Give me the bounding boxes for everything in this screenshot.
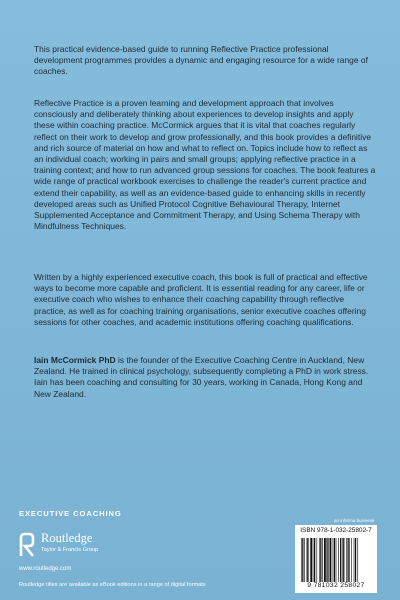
publisher-name: Routledge bbox=[41, 531, 93, 545]
author-bio bbox=[34, 355, 376, 400]
description-paragraph-1 bbox=[34, 44, 376, 78]
paragraph-text: This practical evidence-based guide to running Reflective Practice professional development programmes provides a dynamic and engaging resource for a wide range of coaches. bbox=[34, 44, 368, 77]
barcode-box bbox=[295, 525, 377, 593]
paragraph-text: Reflective Practice is a proven learning and development approach that involves consciously and deliberately thinking about experiences to develop insights and apply these within coaching practice. McCormick argues that it is vital that coaches regularly reflect on their work to develop and grow professionally, and this book provides a definitive and rich source of material on how and what to reflect on. Topics include how to reflect as an individual coach; working in pairs and small groups; applying reflective practice in a training context; and how to run advanced group sessions for coaches. The book features a wide range of practical workbook exercises to challenge the reader's current practice and extend their capability, as well as an evidence-based guide to enhancing skills in recently developed areas such as Unified Protocol Cognitive Behavioural Therapy, Internet Supplemented Acceptance and Commitment Therapy, and Using Schema Therapy with Mindfulness Techniques. bbox=[34, 98, 376, 232]
series-label: EXECUTIVE COACHING bbox=[19, 509, 122, 518]
publisher-subtitle: Taylor & Francis Group bbox=[41, 547, 99, 553]
publisher-url: www.routledge.com bbox=[19, 566, 72, 572]
barcode-digits: 9 781032 258027 bbox=[307, 582, 365, 589]
informa-note: an informa business bbox=[334, 518, 375, 523]
description-paragraph-3 bbox=[34, 272, 376, 328]
isbn-label: ISBN 978-1-032-25802-7 bbox=[300, 527, 372, 534]
barcode-icon bbox=[301, 538, 373, 582]
ebook-note: Routledge titles are available as eBook editions in a range of digital formats bbox=[19, 582, 206, 588]
publisher-logo bbox=[19, 528, 179, 568]
author-name: Iain McCormick PhD bbox=[34, 355, 116, 365]
description-paragraph-2 bbox=[34, 98, 376, 232]
paragraph-text: Written by a highly experienced executive coach, this book is full of practical and effective ways to become more capable and proficient. It is essential reading for any career, life or executive coach who wishes to enhance their coaching capability through reflective practice, as well as for coaching training organisations, senior executive coaches offering sessions for other coaches, and academic institutions offering coaching qualifications. bbox=[34, 272, 368, 327]
routledge-logo-icon bbox=[19, 532, 35, 558]
author-bio-text: is the founder of the Executive Coaching Centre in Auckland, New Zealand. He trained in clinical psychology, subsequently completing a PhD in work stress. Iain has been coaching and consulting for 30 years, working in Canada, Hong Kong and New Zealand. bbox=[34, 355, 369, 399]
